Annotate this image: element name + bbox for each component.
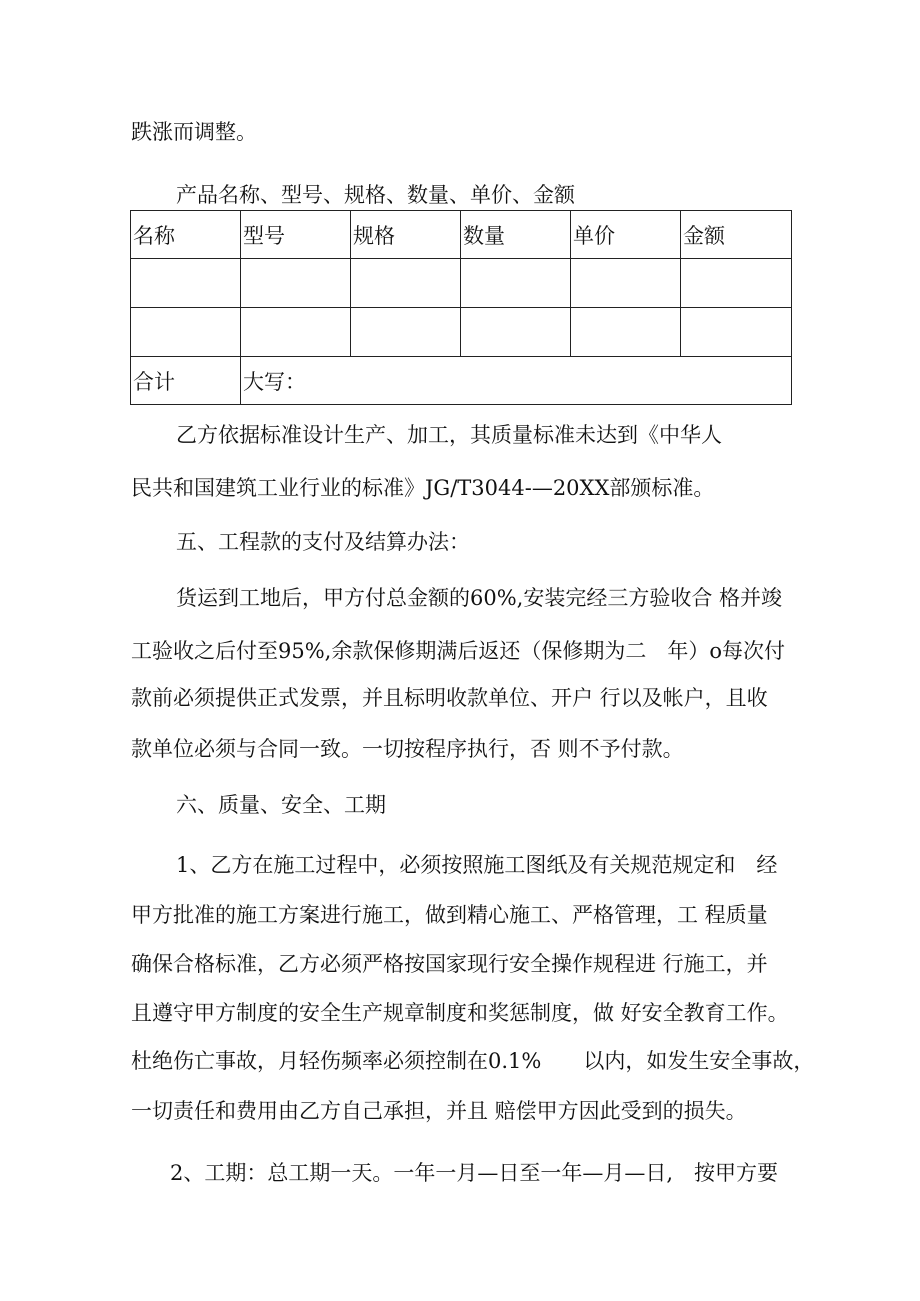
table-cell <box>571 308 681 357</box>
section-heading: 五、工程款的支付及结算办法： <box>176 530 470 554</box>
text-line: 工验收之后付至95%,余款保修期满后返还（保修期为二 年）o每次付 <box>131 639 785 663</box>
text-line: 乙方依据标准设计生产、加工，其质量标准未达到《中华人 <box>176 423 722 447</box>
text-line: 货运到工地后，甲方付总金额的60%,安装完经三方验收合 格并竣 <box>176 586 783 610</box>
text-line: 且遵守甲方制度的安全生产规章制度和奖惩制度，做 好安全教育工作。 <box>131 1001 789 1025</box>
text-line: 款前必须提供正式发票，并且标明收款单位、开户 行以及帐户，且收 <box>131 686 768 710</box>
total-label: 合计 <box>131 357 241 405</box>
header-cell: 数量 <box>461 211 571 259</box>
table-cell <box>461 259 571 308</box>
table-cell <box>241 259 351 308</box>
table-cell <box>351 259 461 308</box>
text-line: 一切责任和费用由乙方自己承担，并且 赔偿甲方因此受到的损失。 <box>131 1099 747 1123</box>
table-cell <box>681 308 792 357</box>
header-cell: 单价 <box>571 211 681 259</box>
text-line: 甲方批准的施工方案进行施工，做到精心施工、严格管理，工 程质量 <box>131 903 768 927</box>
table-cell <box>681 259 792 308</box>
text-line: 杜绝伤亡事故，月轻伤频率必须控制在0.1% 以内，如发生安全事故， <box>131 1049 815 1073</box>
text-line: 款单位必须与合同一致。一切按程序执行，否 则不予付款。 <box>131 737 684 761</box>
header-cell: 名称 <box>131 211 241 259</box>
table-header-row <box>131 211 792 259</box>
table-cell <box>131 259 241 308</box>
text-line: 跌涨而调整。 <box>131 120 257 144</box>
table-cell <box>131 308 241 357</box>
text-line: 民共和国建筑工业行业的标准》JG/T3044-—20XX部颁标准。 <box>131 476 715 500</box>
text-line: 2、工期：总工期一天。一年一月—日至一年—月—日, 按甲方要 <box>170 1161 779 1185</box>
total-value: 大写： <box>241 357 792 405</box>
table-row <box>131 308 792 357</box>
header-cell: 规格 <box>351 211 461 259</box>
table-cell <box>571 259 681 308</box>
text-line: 1、乙方在施工过程中，必须按照施工图纸及有关规范规定和 经 <box>176 853 778 877</box>
table-cell <box>351 308 461 357</box>
text-line: 确保合格标准，乙方必须严格按国家现行安全操作规程进 行施工，并 <box>131 952 768 976</box>
header-cell: 型号 <box>241 211 351 259</box>
table-total-row <box>131 357 792 405</box>
product-table <box>130 210 792 405</box>
table-cell <box>461 308 571 357</box>
header-cell: 金额 <box>681 211 792 259</box>
section-heading: 六、质量、安全、工期 <box>176 793 386 817</box>
table-row <box>131 259 792 308</box>
table-cell <box>241 308 351 357</box>
table-caption: 产品名称、型号、规格、数量、单价、金额 <box>176 183 575 207</box>
